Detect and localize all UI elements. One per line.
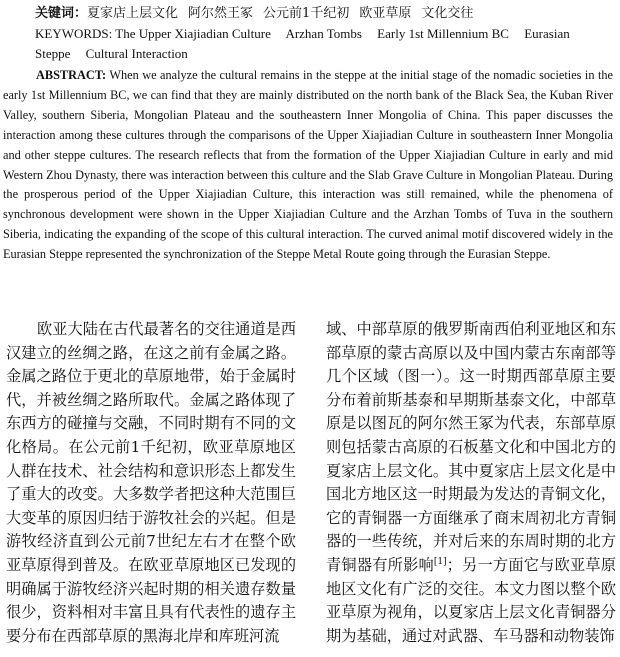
keyword-cn: 公元前1千纪初	[263, 6, 350, 21]
keyword-en: Early 1st Millennium BC	[377, 26, 509, 41]
keyword-cn: 文化交往	[421, 6, 474, 21]
body-text-left: 欧亚大陆在古代最著名的交往通道是西汉建立的丝绸之路，在这之前有金属之路。金属之路位于更北的草原地带，始于金属时代，并被丝绸之路所取代。金属之路体现了东西方的碰撞与交融，不同时期有不同的文化格局。在公元前1千纪初，欧亚草原地区人群在技术、社会结构和意识形态上都发生了重大的改变。大多数学者把这种大范围巨大变革的原因归结于游牧社会的兴起。但是游牧经济直到公元前7世纪左右才在整个欧亚草原得到普及。在欧亚草原地区已发现的明确属于游牧经济兴起时期的相关遗存数量很少，资料相对丰富且具有代表性的遗存主要分布在西部草原的黑海北岸和库班河流	[6, 320, 296, 645]
body-column-right	[326, 318, 616, 648]
body-text-right-part2: ；另一方面它与欧亚草原地区文化有广泛的交往。本文力图以整个欧亚草原为视角，以夏家店上层文化青铜器分期为基础，通过对武器、车马器和动物装饰	[326, 555, 617, 645]
abstract-label: ABSTRACT:	[36, 68, 107, 82]
keyword-en: Eurasian Steppe	[35, 26, 570, 61]
abstract	[3, 66, 613, 265]
keyword-en: Arzhan Tombs	[285, 26, 362, 41]
keyword-en: The Upper Xiajiadian Culture	[115, 26, 271, 41]
keywords-en-label: KEYWORDS:	[35, 26, 113, 41]
keyword-en: Cultural Interaction	[85, 46, 188, 61]
keywords-cn-label: 关键词：	[35, 6, 88, 21]
footnote-reference: [1]	[433, 556, 447, 567]
abstract-text: When we analyze the cultural remains in the steppe at the initial stage of the nomadic societies in the early 1st Millennium BC, we can find that they are mainly distributed on the north bank of the Black Sea, the Kuban River Valley, southern Siberia, Mongolian Plateau and the southeastern Inner Mongolia of China. This paper discusses the interaction among these cultures through the comparisons of the Upper Xiajiadian Culture in southeastern Inner Mongolia and other steppe cultures. The research reflects that from the formation of the Upper Xiajiadian Culture in early and mid Western Zhou Dynasty, there was interaction between this culture and the Slab Grave Culture in Mongolian Plateau. During the prosperous period of the Upper Xiajiadian Culture, this interaction was still remained, while the phenomena of synchronous development were shown in the Upper Xiajiadian Culture and the Arzhan Tombs of Tuva in the southern Siberia, indicating the expanding of the scope of this cultural interaction. The curved animal motif discovered widely in the Eurasian Steppe represented the synchronization of the Steppe Metal Route going through the Eurasian Steppe.	[3, 68, 613, 262]
keywords-cn	[35, 4, 483, 24]
keywords-en	[35, 24, 613, 64]
keyword-cn: 夏家店上层文化	[87, 6, 179, 21]
keyword-cn: 欧亚草原	[359, 6, 412, 21]
body-text-right-part1: 域、中部草原的俄罗斯南西伯利亚地区和东部草原的蒙古高原以及中国内蒙古东南部等几个区域（图一）。这一时期西部草原主要分布着前斯基泰和早期斯基泰文化，中部草原是以图瓦的阿尔然王冢为代表，东部草原则包括蒙古高原的石板墓文化和中国北方的夏家店上层文化。其中夏家店上层文化是中国北方地区这一时期最为发达的青铜文化，它的青铜器一方面继承了商末周初北方青铜器的一些传统，并对后来的东周时期的北方青铜器有所影响	[326, 320, 616, 574]
body-column-left	[6, 318, 296, 648]
keyword-cn: 阿尔然王冢	[188, 6, 254, 21]
